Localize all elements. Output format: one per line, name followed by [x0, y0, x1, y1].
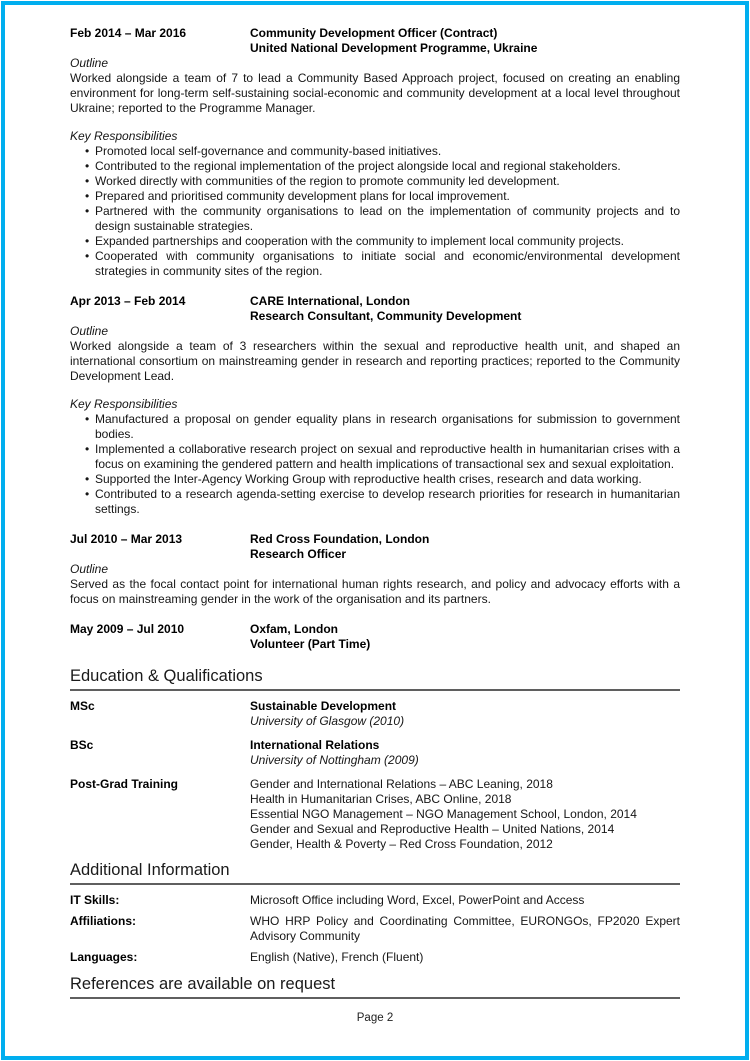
bullet-text: Worked directly with communities of the region to promote community led development. — [95, 174, 560, 188]
info-label: IT Skills: — [70, 893, 120, 907]
job-organisation: Oxfam, London — [250, 622, 338, 636]
job-outline-text: Worked alongside a team of 7 to lead a Community Based Approach project, focused on creating an enabling environment for long-term self-sustaining social-economic and community development at a local level throughout Ukraine; reported to the Programme Manager. — [70, 71, 680, 115]
bullet-icon: • — [85, 189, 90, 203]
degree-title: Sustainable Development — [250, 699, 397, 713]
bullet-text: Cooperated with community organisations to initiate social and economic/environmental development strategies in community sites of the region. — [95, 249, 680, 278]
bullet-icon: • — [85, 487, 90, 501]
list-item — [70, 442, 680, 472]
bullet-icon: • — [85, 472, 90, 486]
outline-label: Outline — [70, 56, 109, 70]
outline-label: Outline — [70, 562, 109, 576]
education-entry-bsc — [70, 738, 680, 768]
bullet-text: Manufactured a proposal on gender equality plans in research organisations for submission to government bodies. — [95, 412, 680, 441]
list-item — [70, 189, 680, 204]
degree-institution: University of Nottingham (2009) — [250, 753, 419, 767]
bullet-list — [70, 412, 680, 517]
list-item — [70, 487, 680, 517]
info-row-languages — [70, 950, 680, 965]
training-line: Gender and Sexual and Reproductive Health – United Nations, 2014 — [250, 822, 615, 836]
bullet-icon: • — [85, 174, 90, 188]
job-dates: May 2009 – Jul 2010 — [70, 622, 185, 636]
job-organisation: Red Cross Foundation, London — [250, 532, 430, 546]
job-header — [70, 532, 680, 562]
job-outline-text: Served as the focal contact point for international human rights research, and policy and advocacy efforts with a focus on mainstreaming gender in the work of the organisation and its partners. — [70, 577, 680, 606]
job-dates: Feb 2014 – Mar 2016 — [70, 26, 187, 40]
bullet-icon: • — [85, 144, 90, 158]
job-header — [70, 622, 680, 652]
bullet-text: Promoted local self-governance and community-based initiatives. — [95, 144, 442, 158]
list-item — [70, 174, 680, 189]
additional-info-heading: Additional Information — [70, 861, 680, 885]
job-outline-text: Worked alongside a team of 3 researchers within the sexual and reproductive health unit, and shaped an international consortium on mainstreaming gender in research and reporting practices; reported to the Community Development Lead. — [70, 339, 680, 383]
bullet-list — [70, 144, 680, 279]
bullet-text: Contributed to a research agenda-setting exercise to develop research priorities for research in humanitarian settings. — [95, 487, 680, 516]
degree-title: International Relations — [250, 738, 380, 752]
bullet-icon: • — [85, 249, 90, 263]
additional-info-section — [70, 861, 680, 965]
page-border-frame — [1, 1, 749, 1060]
bullet-icon: • — [85, 442, 90, 456]
job-title: Research Consultant, Community Development — [250, 309, 522, 323]
job-header — [70, 294, 680, 324]
bullet-icon: • — [85, 234, 90, 248]
job-entry-undp — [70, 26, 680, 279]
training-line: Health in Humanitarian Crises, ABC Online, 2018 — [250, 792, 512, 806]
info-value: Microsoft Office including Word, Excel, PowerPoint and Access — [250, 893, 585, 907]
bullet-icon: • — [85, 412, 90, 426]
job-organisation: United National Development Programme, Ukraine — [250, 41, 538, 55]
job-title: Volunteer (Part Time) — [250, 637, 371, 651]
job-title: Community Development Officer (Contract) — [250, 26, 498, 40]
key-responsibilities-label: Key Responsibilities — [70, 397, 178, 411]
key-responsibilities-block — [70, 129, 680, 279]
bullet-icon: • — [85, 204, 90, 218]
info-row-affiliations — [70, 914, 680, 944]
job-title: Research Officer — [250, 547, 347, 561]
job-entry-oxfam — [70, 622, 680, 652]
degree-institution: University of Glasgow (2010) — [250, 714, 405, 728]
info-label: Affiliations: — [70, 914, 136, 928]
list-item — [70, 234, 680, 249]
list-item — [70, 204, 680, 234]
references-section — [70, 975, 680, 999]
info-value: English (Native), French (Fluent) — [250, 950, 424, 964]
page-number: Page 2 — [356, 1012, 394, 1024]
job-entry-care — [70, 294, 680, 517]
training-line: Gender and International Relations – ABC Leaning, 2018 — [250, 777, 553, 791]
list-item — [70, 159, 680, 174]
job-header — [70, 26, 680, 56]
education-section — [70, 667, 680, 852]
bullet-text: Prepared and prioritised community development plans for local improvement. — [95, 189, 510, 203]
list-item — [70, 412, 680, 442]
info-row-it-skills — [70, 893, 680, 908]
bullet-text: Expanded partnerships and cooperation with the community to implement local community projects. — [95, 234, 624, 248]
training-line: Gender, Health & Poverty – Red Cross Foundation, 2012 — [250, 837, 553, 851]
bullet-text: Supported the Inter-Agency Working Group with reproductive health crises, research and data working. — [95, 472, 642, 486]
bullet-icon: • — [85, 159, 90, 173]
info-value: WHO HRP Policy and Coordinating Committee, EURONGOs, FP2020 Expert Advisory Community — [250, 914, 680, 943]
job-entry-redcross — [70, 532, 680, 607]
degree-label: Post-Grad Training — [70, 777, 179, 791]
job-dates: Jul 2010 – Mar 2013 — [70, 532, 183, 546]
bullet-text: Contributed to the regional implementation of the project alongside local and regional stakeholders. — [95, 159, 621, 173]
list-item — [70, 249, 680, 279]
bullet-text: Implemented a collaborative research project on sexual and reproductive health in humanitarian crises with a focus on examining the gendered pattern and health implications of transactional sex and sexual exploitation. — [95, 442, 680, 471]
education-heading: Education & Qualifications — [70, 667, 680, 691]
degree-label: BSc — [70, 738, 94, 752]
key-responsibilities-block — [70, 397, 680, 517]
training-line: Essential NGO Management – NGO Management School, London, 2014 — [250, 807, 637, 821]
bullet-text: Partnered with the community organisations to lead on the implementation of community projects and to design sustainable strategies. — [95, 204, 680, 233]
education-entry-postgrad — [70, 777, 680, 852]
info-label: Languages: — [70, 950, 138, 964]
education-entry-msc — [70, 699, 680, 729]
job-organisation: CARE International, London — [250, 294, 410, 308]
job-dates: Apr 2013 – Feb 2014 — [70, 294, 186, 308]
key-responsibilities-label: Key Responsibilities — [70, 129, 178, 143]
list-item — [70, 144, 680, 159]
references-heading: References are available on request — [70, 975, 680, 999]
degree-label: MSc — [70, 699, 95, 713]
list-item — [70, 472, 680, 487]
outline-label: Outline — [70, 324, 109, 338]
